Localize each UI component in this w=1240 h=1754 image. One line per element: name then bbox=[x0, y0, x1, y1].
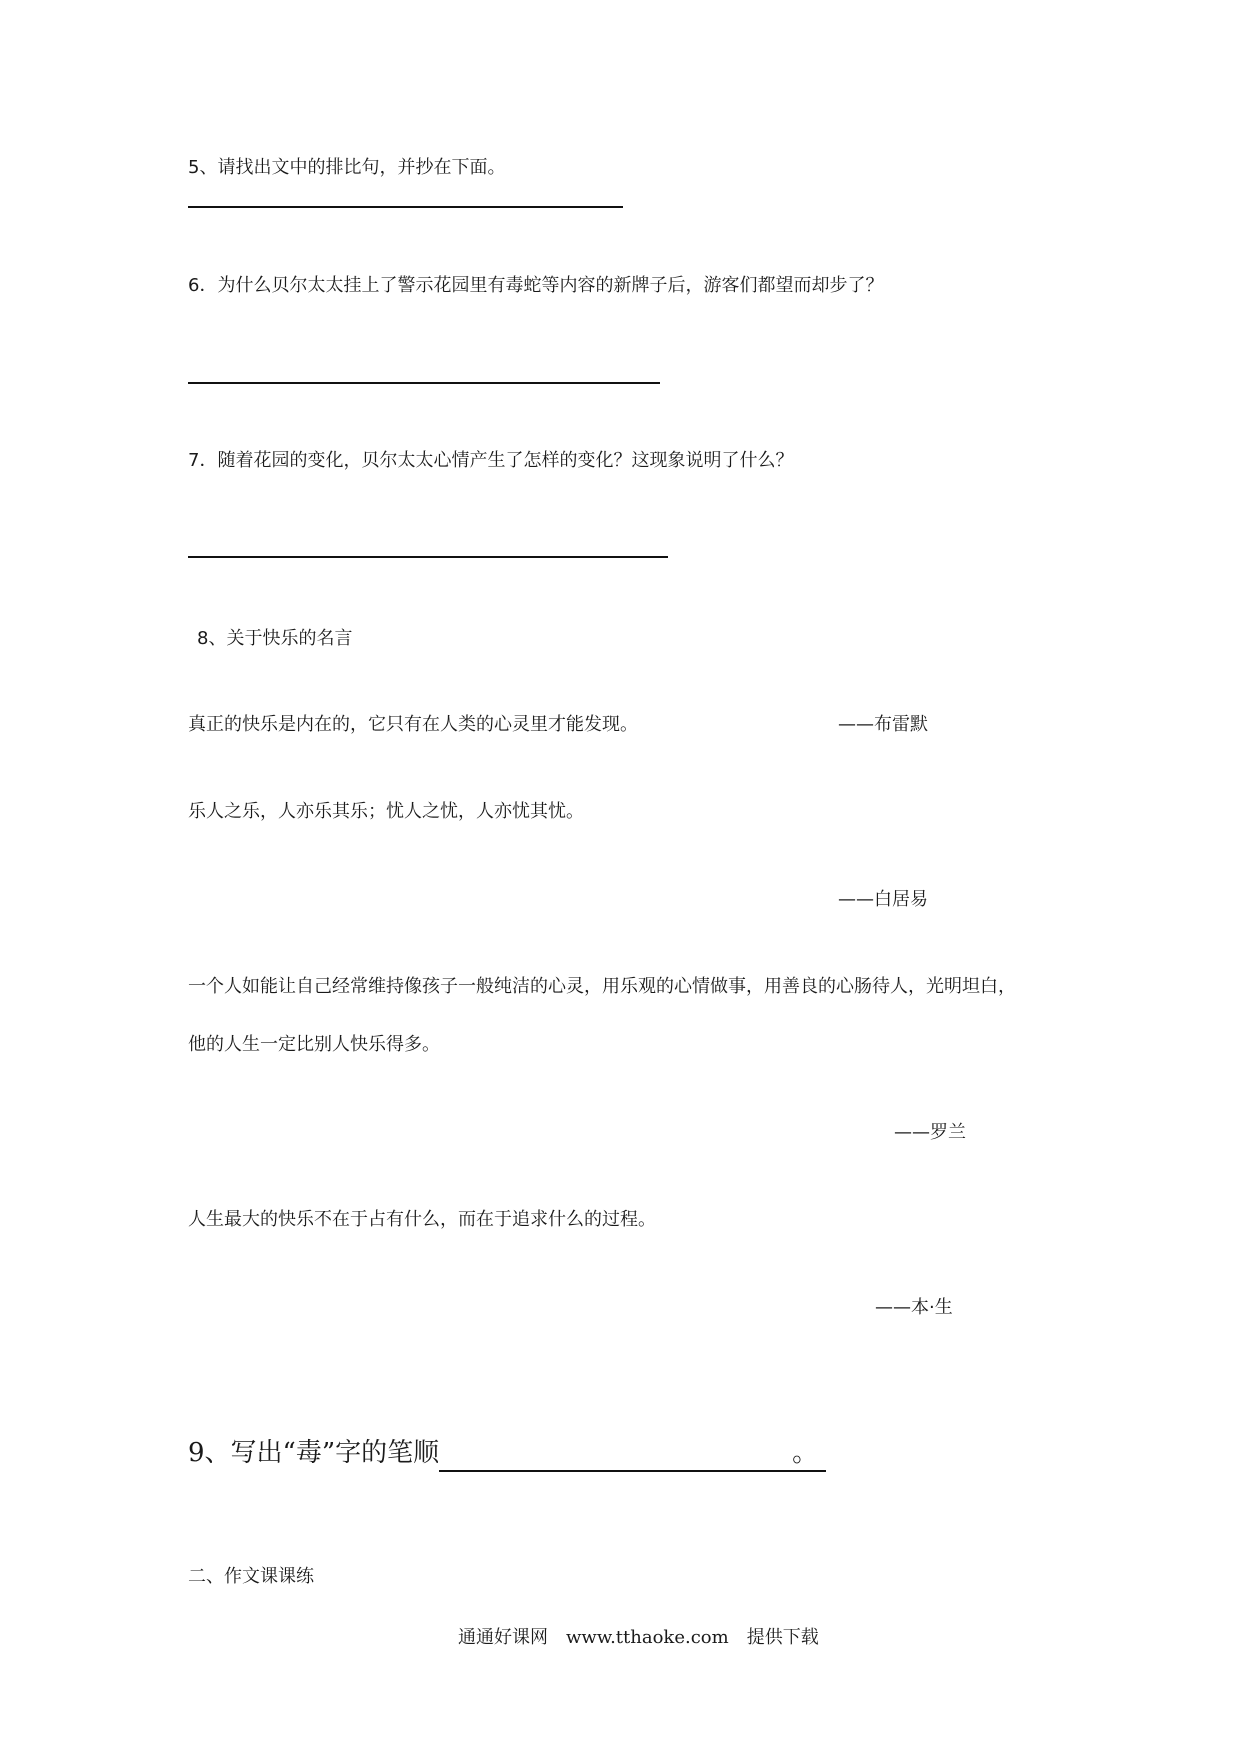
answer-line-7 bbox=[188, 556, 668, 558]
section-2-heading: 二、作文课课练 bbox=[188, 1566, 314, 1587]
question-9-period: 。 bbox=[784, 1436, 826, 1472]
quote-3-line-2: 他的人生一定比别人快乐得多。 bbox=[188, 1034, 440, 1055]
answer-line-5 bbox=[188, 206, 623, 208]
quote-3-author: ——罗兰 bbox=[894, 1122, 966, 1143]
page-footer: 通通好课网 www.tthaoke.com 提供下载 bbox=[458, 1627, 819, 1648]
question-9-prompt: 9、写出“毒”字的笔顺 bbox=[188, 1438, 440, 1468]
quote-4-author: ——本·生 bbox=[875, 1297, 953, 1318]
quote-2-text: 乐人之乐，人亦乐其乐；忧人之忧，人亦忧其忧。 bbox=[188, 801, 584, 822]
quote-2-author: ——白居易 bbox=[838, 889, 928, 910]
question-6: 6．为什么贝尔太太挂上了警示花园里有毒蛇等内容的新牌子后，游客们都望而却步了？ bbox=[188, 275, 884, 296]
question-9 bbox=[188, 1436, 826, 1472]
answer-line-6 bbox=[188, 382, 660, 384]
quote-1-text: 真正的快乐是内在的，它只有在人类的心灵里才能发现。 bbox=[188, 714, 638, 735]
quote-4-text: 人生最大的快乐不在于占有什么，而在于追求什么的过程。 bbox=[188, 1209, 656, 1230]
question-8: 8、关于快乐的名言 bbox=[197, 628, 353, 649]
quote-1-author: ——布雷默 bbox=[838, 714, 928, 735]
quote-3-line-1: 一个人如能让自己经常维持像孩子一般纯洁的心灵，用乐观的心情做事，用善良的心肠待人，光明坦白， bbox=[188, 976, 1016, 997]
answer-blank-9[interactable] bbox=[439, 1444, 784, 1472]
question-7: 7．随着花园的变化，贝尔太太心情产生了怎样的变化？这现象说明了什么？ bbox=[188, 450, 794, 471]
question-5: 5、请找出文中的排比句，并抄在下面。 bbox=[188, 157, 506, 178]
